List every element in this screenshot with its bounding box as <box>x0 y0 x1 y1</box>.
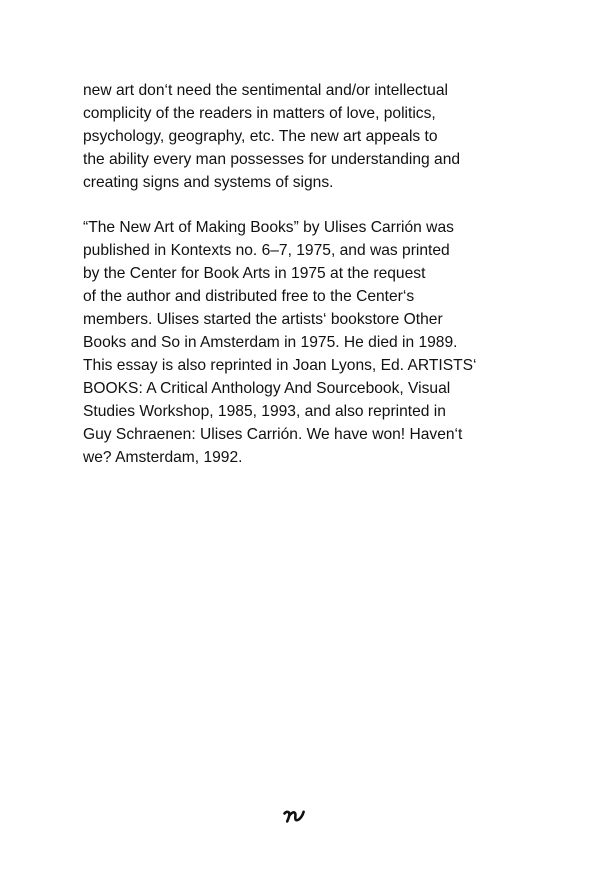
text-line: by the Center for Book Arts in 1975 at the request <box>83 265 426 282</box>
text-line: Books and So in Amsterdam in 1975. He died in 1989. <box>83 334 458 351</box>
squiggle-glyph-icon <box>283 808 305 824</box>
text-line: This essay is also reprinted in Joan Lyons, Ed. ARTISTS‘ <box>83 357 477 374</box>
text-line: complicity of the readers in matters of love, politics, <box>83 105 436 122</box>
text-line: creating signs and systems of signs. <box>83 174 334 191</box>
text-line: of the author and distributed free to the Center‘s <box>83 288 415 305</box>
text-line: members. Ulises started the artists‘ bookstore Other <box>83 311 443 328</box>
text-line: psychology, geography, etc. The new art appeals to <box>83 128 438 145</box>
text-line: new art don‘t need the sentimental and/or intellectual <box>83 82 448 99</box>
text-line: published in Kontexts no. 6–7, 1975, and was printed <box>83 242 450 259</box>
text-line: BOOKS: A Critical Anthology And Sourcebook, Visual <box>83 380 451 397</box>
text-line: Studies Workshop, 1985, 1993, and also reprinted in <box>83 403 446 420</box>
body-text <box>83 79 503 469</box>
publication-note <box>83 216 503 469</box>
text-line: “The New Art of Making Books” by Ulises Carrión was <box>83 219 454 236</box>
text-line: the ability every man possesses for understanding and <box>83 151 461 168</box>
paragraph-continuation <box>83 79 503 194</box>
text-line: Guy Schraenen: Ulises Carrión. We have won! Haven‘t <box>83 426 463 443</box>
text-line: we? Amsterdam, 1992. <box>83 449 243 466</box>
paragraph-gap <box>83 194 503 216</box>
